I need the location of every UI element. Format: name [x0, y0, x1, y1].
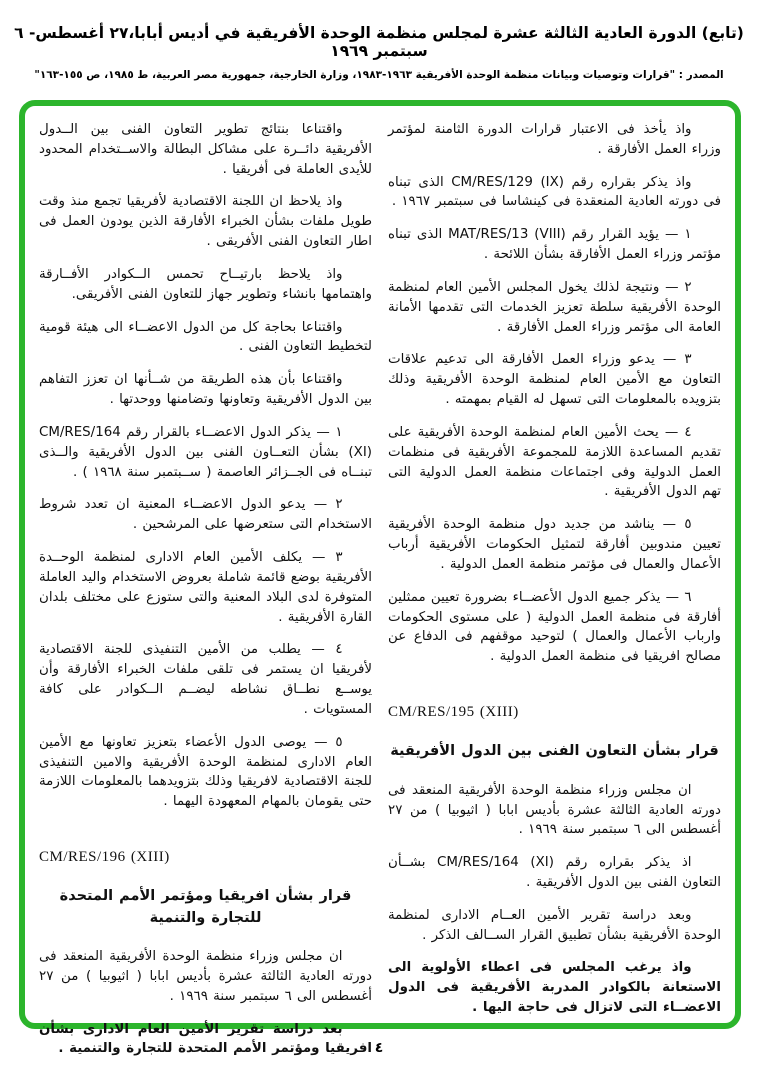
page-title: (تابع) الدورة العادية الثالثة عشرة لمجلس منظمة الوحدة الأفريقية في أديس أبابا،٢٧ أغسطس- ٦ سبتمبر ١٩٦٩ — [14, 24, 744, 60]
paragraph: ٣ — يدعو وزراء العمل الأفارقة الى تدعيم علاقات التعاون مع الأمين العام لمنظمة الوحدة الأفريقية وذلك بتزويده بالمعلومات التى تسهل له القيام بمهمته . — [388, 352, 721, 408]
resolution-code: CM/RES/196 (XIII) — [39, 849, 170, 866]
paragraph: ان مجلس وزراء منظمة الوحدة الأفريقية المنعقد فى دورته العادية الثالثة عشرة بأديس ابابا ( اثيوبيا ) من ٢٧ أغسطس الى ٦ سبتمبر سنة ١٩٦٩ . — [39, 949, 372, 1004]
paragraph: واذ يلاحظ بارتيــاح تحمس الــكوادر الأفــارقة واهتمامها بانشاء وتطوير جهاز للتعاون الفنى الأفريقى. — [39, 266, 372, 302]
paragraph: بعد دراسة تقرير الأمين العام الادارى بشأن افريقيا ومؤتمر الأمم المتحدة للتجارة والتنمية . — [39, 1021, 372, 1057]
paragraph: ٦ — يذكر جميع الدول الأعضــاء بضرورة تعيين ممثلين أفارقة فى منظمة العمل الدولية ( على مستوى الحكومات وارباب الأعمال والعمال ) لتوحيد موقفهم فى الدفاع عن مصالح افريقيا فى منظمة العمل الدولية . — [388, 589, 721, 665]
left-column — [38, 120, 372, 1057]
page-header — [0, 0, 758, 81]
paragraph: واذ يلاحظ ان اللجنة الاقتصادية لأفريقيا تجمع منذ وقت طويل ملفات بشأن الخبراء الأفارقة الذين يودون العمل فى اطار التعاون الفنى الأفريقى . — [39, 194, 372, 250]
paragraph: واذ يأخذ فى الاعتبار قرارات الدورة الثامنة لمؤتمر وزراء العمل الأفارقة . — [388, 122, 721, 157]
resolution-heading: قرار بشأن افريقيا ومؤتمر الأمم المتحدة للتجارة والتنمية — [59, 888, 352, 926]
paragraph: ان مجلس وزراء منظمة الوحدة الأفريقية المنعقد فى دورته العادية الثالثة عشرة بأديس ابابا ( اثيوبيا ) من ٢٧ أغسطس الى ٦ سبتمبر سنة ١٩٦٩ . — [388, 782, 721, 838]
paragraph: ٥ — يوصى الدول الأعضاء بتعزيز تعاونها مع الأمين العام الادارى لمنظمة الوحدة الأفريقية والامين التنفيذى للجنة الاقتصادية لافريقيا وذلك بتزويدهما بالمعلومات اللازمة حتى يقومان بالمهام المعهودة اليهما . — [39, 734, 372, 810]
paragraph: واذ يرغب المجلس فى اعطاء الأولوية الى الاستعانة بالكوادر المدربة الأفريقية فى الدول الاعضــاء التى لاتزال فى حاجة اليها . — [388, 960, 721, 1016]
two-column-layout — [25, 106, 735, 1057]
content-border-box — [19, 100, 741, 1057]
paragraph: واذ يذكر بقراره رقم (CM/RES/129 (IX الذى تبناه فى دورته العادية المنعقدة فى كينشاسا فى سبتمبر ١٩٦٧ . — [388, 174, 721, 210]
paragraph: ١ — يذكر الدول الاعضــاء بالقرار رقم CM/RES/164 (XI) بشأن التعــاون الفنى بين الدول الأفريقية والــذى تبنــاه فى الجــزائر العاصمة ( ســبتمبر سنة ١٩٦٨ ) . — [39, 424, 372, 480]
resolution-code: CM/RES/195 (XIII) — [388, 704, 519, 721]
paragraph: ٢ — ونتيجة لذلك يخول المجلس الأمين العام لمنظمة الوحدة الأفريقية سلطة تعزيز الخدمات التى تقدمها الأمانة العامة الى مؤتمر وزراء العمل الأفارقة . — [388, 279, 721, 335]
paragraph: ٤ — يطلب من الأمين التنفيذى للجنة الاقتصادية لأفريقيا ان يستمر فى تلقى ملفات الخبراء الأفارقة وأن يوســع نطــاق نشاطه ليضــم الــكوادر على كافة المستويات . — [39, 642, 372, 717]
paragraph: ٢ — يدعو الدول الاعضــاء المعنية ان تعدد شروط الاستخدام التى ستعرضها على المرشحين . — [39, 497, 372, 533]
paragraph: اذ يذكر بقراره رقم (CM/RES/164 (XI بشــأن التعاون الفنى بين الدول الأفريقية . — [388, 855, 721, 890]
source-line: المصدر : "قرارات وتوصيات وبيانات منظمة الوحدة الأفريقية ١٩٦٣-١٩٨٣، وزارة الخارجية، جمهورية مصر العربية، ط ١٩٨٥، ص ١٥٥-١٦٣" — [34, 69, 724, 81]
paragraph: ٣ — يكلف الأمين العام الادارى لمنظمة الوحــدة الأفريقية بوضع قائمة شاملة بعروض الاستخدام واليد العاملة المتوفرة لدى البلاد المعنية والتى ستوزع على مختلف بلدان القارة الأفريقية . — [38, 550, 372, 625]
resolution-heading: قرار بشأن التعاون الفنى بين الدول الأفريقية — [390, 743, 719, 760]
paragraph: واقتناعا بنتائج تطوير التعاون الفنى بين الــدول الأفريقية دائــرة على مشاكل البطالة والاســتخدام المحدود للأيدى العاملة فى أفريقيا . — [39, 122, 372, 177]
paragraph: ٥ — يناشد من جديد دول منظمة الوحدة الأفريقية تعيين مندوبين أفارقة لتمثيل الحكومات الأفريقية أرباب الأعمال والعمال فى مؤتمر منظمة العمل الدولية . — [388, 517, 721, 572]
paragraph: واقتناعا بأن هذه الطريقة من شــأنها ان تعزز التفاهم بين الدول الأفريقية وتعاونها وتضامنها ووحدتها . — [39, 372, 372, 408]
page-number: ٤ — [374, 1040, 384, 1056]
paragraph: ٤ — يحث الأمين العام لمنظمة الوحدة الأفريقية على تقديم المساعدة اللازمة للمجموعة الأفريقية فى منظمات العمل الدولية وفى اجتماعات منظمة العمل الدولية التى تهم الدول الأفريقية . — [388, 424, 721, 500]
paragraph: وبعد دراسة تقرير الأمين العــام الادارى لمنظمة الوحدة الأفريقية بشأن تطبيق القرار الســالف الذكر . — [388, 907, 721, 943]
paragraph: ١ — يؤيد القرار رقم (MAT/RES/13 (VIII الذى تبناه مؤتمر وزراء العمل الأفارقة بشأن اللائحة . — [388, 227, 721, 263]
right-column — [388, 120, 721, 1016]
paragraph: واقتناعا بحاجة كل من الدول الاعضــاء الى هيئة قومية لتخطيط التعاون الفنى . — [39, 319, 372, 355]
